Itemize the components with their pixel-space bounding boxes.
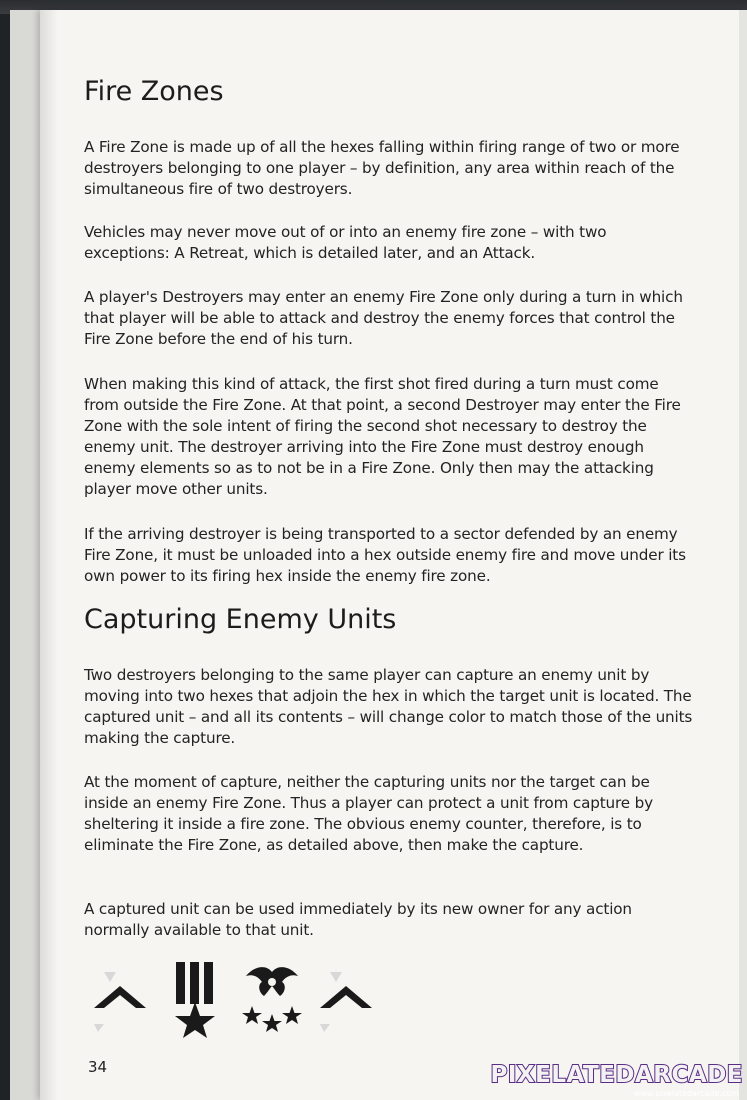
section-heading-fire-zones: Fire Zones <box>84 76 224 107</box>
paragraph: At the moment of capture, neither the capturing units nor the target can be inside an enemy Fire Zone. Thus a player can protect a unit from capture by sheltering it inside a fire zone. The obvious enemy counter, therefore, is to eliminate the Fire Zone, as detailed above, then make the capture. <box>84 773 653 854</box>
watermark-url: www.pixelatedarcade.com <box>633 1089 739 1098</box>
paragraph: A Fire Zone is made up of all the hexes falling within firing range of two or more destroyers belonging to one player – by definition, any area within reach of the simultaneous fire of two destroyers. <box>84 138 680 198</box>
eagle-three-stars-icon <box>240 962 304 1032</box>
paragraph: When making this kind of attack, the first shot fired during a turn must come from outside the Fire Zone. At that point, a second Destroyer may enter the Fire Zone with the sole intent of firing the second shot necessary to destroy the enemy unit. The destroyer arriving into the Fire Zone must destroy enough enemy elements so as to not be in a Fire Zone. Only then may the attacking player move other units. <box>84 375 681 498</box>
section-heading-capturing-enemy-units: Capturing Enemy Units <box>84 604 397 635</box>
paragraph: A player's Destroyers may enter an enemy Fire Zone only during a turn in which that player will be able to attack and destroy the enemy forces that control the Fire Zone before the end of his turn. <box>84 288 683 348</box>
chevron-rank-icon <box>90 962 150 1032</box>
chevron-rank-icon <box>316 962 376 1032</box>
manual-page <box>40 10 747 1100</box>
paragraph: If the arriving destroyer is being transported to a sector defended by an enemy Fire Zone, it must be unloaded into a hex outside enemy fire and move under its own power to its firing hex inside the enemy fire zone. <box>84 525 686 585</box>
watermark-logo: PIXELATEDARCADE <box>490 1062 743 1088</box>
page-number: 34 <box>88 1058 108 1076</box>
bars-star-rank-icon <box>170 962 220 1038</box>
paragraph: A captured unit can be used immediately by its new owner for any action normally available to that unit. <box>84 900 632 939</box>
insignia-row <box>90 962 390 1042</box>
paragraph: Two destroyers belonging to the same player can capture an enemy unit by moving into two hexes that adjoin the hex in which the target unit is located. The captured unit – and all its contents – will change color to match those of the units making the capture. <box>84 666 693 747</box>
paragraph: Vehicles may never move out of or into an enemy fire zone – with two exceptions: A Retreat, which is detailed later, and an Attack. <box>84 223 607 262</box>
page-edge <box>739 10 747 1100</box>
